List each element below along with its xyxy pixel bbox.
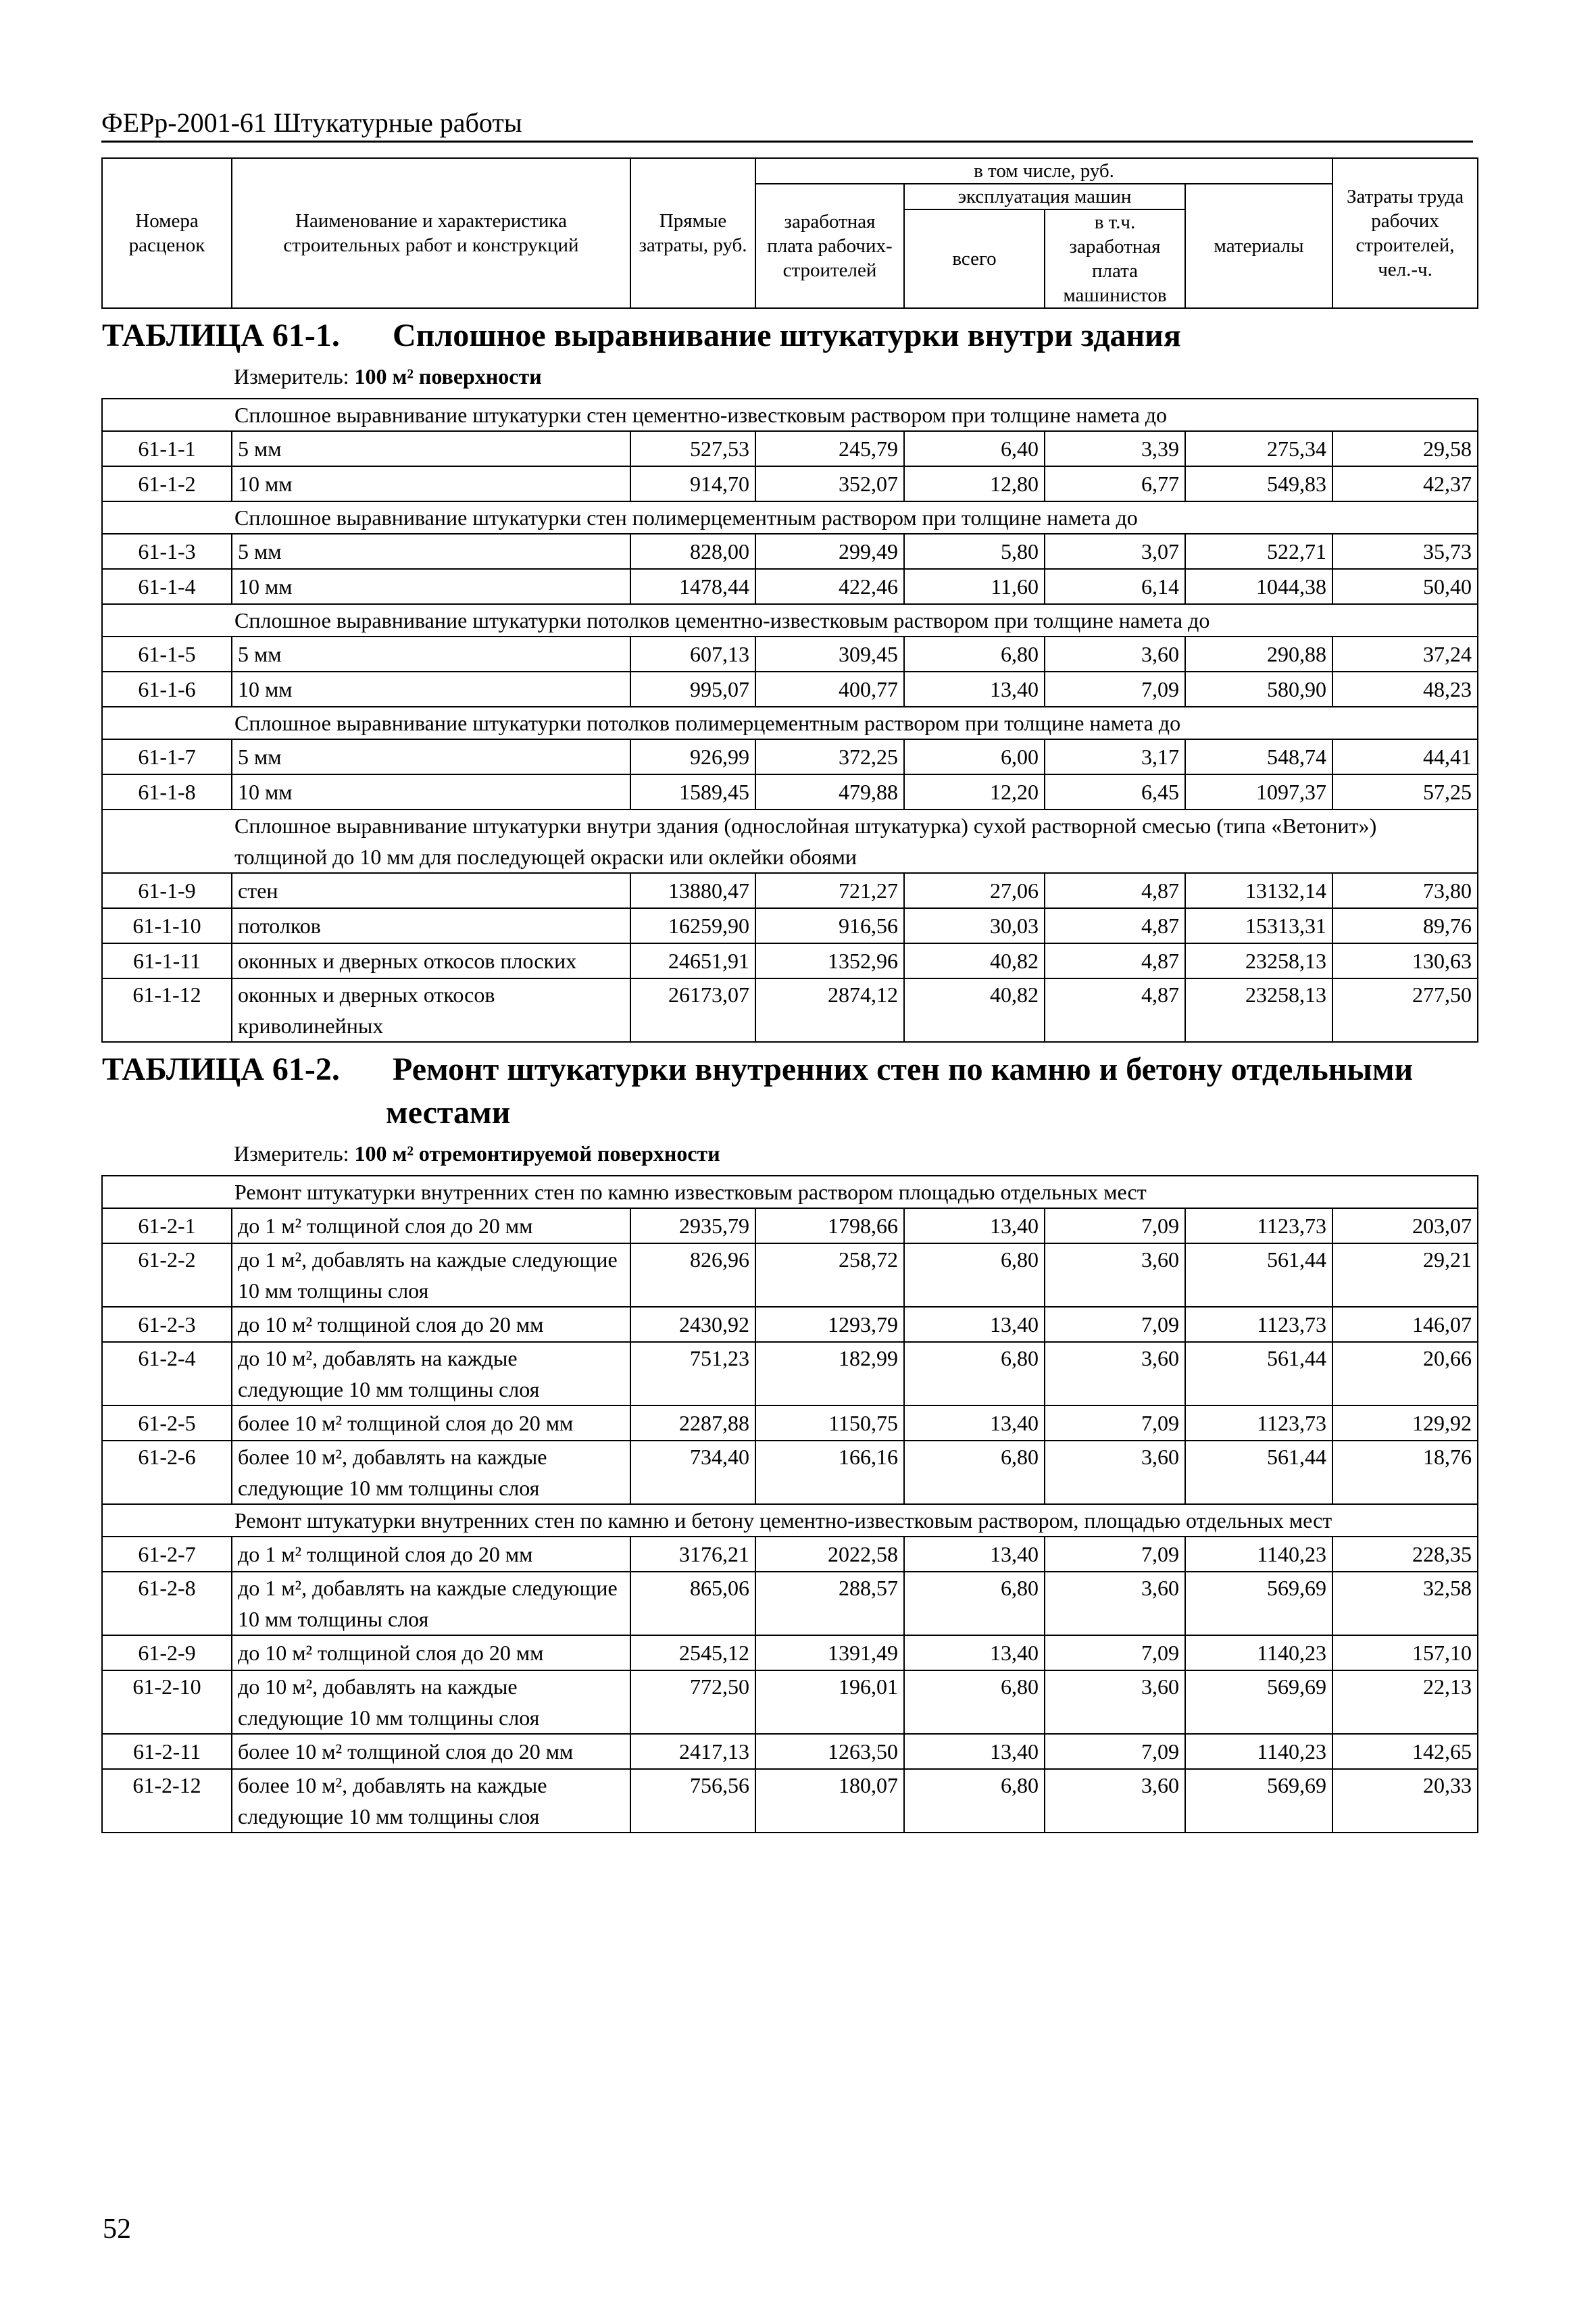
cell-m-wage: 4,87 bbox=[1045, 873, 1185, 908]
cell-code: 61-1-12 bbox=[102, 978, 232, 1042]
cell-m-total: 6,80 bbox=[904, 1342, 1045, 1405]
cell-code: 61-2-6 bbox=[102, 1441, 232, 1504]
cell-name: до 1 м² толщиной слоя до 20 мм bbox=[232, 1537, 630, 1572]
table-row bbox=[102, 1243, 1478, 1307]
cell-code: 61-1-7 bbox=[102, 739, 232, 774]
cell-labor: 32,58 bbox=[1332, 1572, 1478, 1635]
cell-materials: 1044,38 bbox=[1185, 569, 1332, 604]
cell-direct: 734,40 bbox=[630, 1441, 755, 1504]
cell-name: более 10 м², добавлять на каждые следующие 10 мм толщины слоя bbox=[232, 1441, 630, 1504]
cell-code: 61-2-12 bbox=[102, 1769, 232, 1833]
cell-code: 61-1-5 bbox=[102, 637, 232, 672]
col-code-header: Номера расценок bbox=[102, 158, 232, 308]
table-row bbox=[102, 1635, 1478, 1670]
cell-code: 61-1-3 bbox=[102, 534, 232, 569]
cell-code: 61-2-2 bbox=[102, 1243, 232, 1307]
cell-m-wage: 4,87 bbox=[1045, 978, 1185, 1042]
cell-m-wage: 3,60 bbox=[1045, 1769, 1185, 1833]
cell-code: 61-1-9 bbox=[102, 873, 232, 908]
cell-m-total: 6,80 bbox=[904, 637, 1045, 672]
cell-materials: 561,44 bbox=[1185, 1342, 1332, 1405]
cell-materials: 569,69 bbox=[1185, 1769, 1332, 1833]
cell-materials: 1123,73 bbox=[1185, 1405, 1332, 1441]
group-header-row bbox=[102, 707, 1478, 739]
cell-wage: 352,07 bbox=[755, 466, 904, 501]
cell-code: 61-1-6 bbox=[102, 672, 232, 707]
cell-name: 10 мм bbox=[232, 466, 630, 501]
cell-materials: 15313,31 bbox=[1185, 908, 1332, 943]
table-row bbox=[102, 739, 1478, 774]
cell-m-wage: 3,60 bbox=[1045, 1342, 1185, 1405]
table-61-1-label: ТАБЛИЦА 61-1. bbox=[102, 318, 340, 353]
cell-name: 5 мм bbox=[232, 739, 630, 774]
cell-direct: 527,53 bbox=[630, 431, 755, 466]
cell-direct: 865,06 bbox=[630, 1572, 755, 1635]
group-header-row bbox=[102, 501, 1478, 534]
cell-code: 61-2-5 bbox=[102, 1405, 232, 1441]
table-row bbox=[102, 1405, 1478, 1441]
cell-code: 61-1-1 bbox=[102, 431, 232, 466]
cell-direct: 26173,07 bbox=[630, 978, 755, 1042]
cell-labor: 203,07 bbox=[1332, 1208, 1478, 1243]
cell-name: 10 мм bbox=[232, 774, 630, 810]
group-title: Ремонт штукатурки внутренних стен по камню и бетону цементно-известковым раствором, площадью отдельных мест bbox=[102, 1504, 1478, 1537]
cell-labor: 48,23 bbox=[1332, 672, 1478, 707]
cell-labor: 44,41 bbox=[1332, 739, 1478, 774]
table-row bbox=[102, 534, 1478, 569]
cell-direct: 13880,47 bbox=[630, 873, 755, 908]
cell-m-wage: 6,14 bbox=[1045, 569, 1185, 604]
table-row bbox=[102, 1572, 1478, 1635]
cell-labor: 29,21 bbox=[1332, 1243, 1478, 1307]
page-number: 52 bbox=[103, 2214, 131, 2245]
cell-name: 5 мм bbox=[232, 534, 630, 569]
cell-labor: 57,25 bbox=[1332, 774, 1478, 810]
cell-code: 61-2-8 bbox=[102, 1572, 232, 1635]
cell-labor: 50,40 bbox=[1332, 569, 1478, 604]
cell-materials: 1123,73 bbox=[1185, 1307, 1332, 1342]
cell-wage: 1391,49 bbox=[755, 1635, 904, 1670]
table-row bbox=[102, 1342, 1478, 1405]
cell-name: стен bbox=[232, 873, 630, 908]
cell-name: до 1 м², добавлять на каждые следующие 10 мм толщины слоя bbox=[232, 1572, 630, 1635]
cell-wage: 400,77 bbox=[755, 672, 904, 707]
cell-wage: 479,88 bbox=[755, 774, 904, 810]
cell-materials: 23258,13 bbox=[1185, 943, 1332, 978]
cell-name: оконных и дверных откосов плоских bbox=[232, 943, 630, 978]
cell-name: до 10 м² толщиной слоя до 20 мм bbox=[232, 1307, 630, 1342]
cell-m-total: 6,80 bbox=[904, 1670, 1045, 1734]
cell-m-wage: 7,09 bbox=[1045, 1405, 1185, 1441]
col-name-header: Наименование и характеристика строительных работ и конструкций bbox=[232, 158, 630, 308]
cell-code: 61-2-7 bbox=[102, 1537, 232, 1572]
cell-m-total: 6,80 bbox=[904, 1572, 1045, 1635]
cell-m-wage: 6,77 bbox=[1045, 466, 1185, 501]
cell-m-wage: 3,39 bbox=[1045, 431, 1185, 466]
cell-labor: 20,33 bbox=[1332, 1769, 1478, 1833]
cell-m-total: 13,40 bbox=[904, 672, 1045, 707]
table-row bbox=[102, 873, 1478, 908]
cell-code: 61-2-9 bbox=[102, 1635, 232, 1670]
table-header bbox=[102, 158, 1478, 308]
cell-name: 10 мм bbox=[232, 672, 630, 707]
table-row bbox=[102, 908, 1478, 943]
table-row bbox=[102, 1769, 1478, 1833]
table-61-2-measure-prefix: Измеритель: bbox=[234, 1141, 349, 1166]
cell-code: 61-1-8 bbox=[102, 774, 232, 810]
cell-materials: 561,44 bbox=[1185, 1441, 1332, 1504]
cell-wage: 258,72 bbox=[755, 1243, 904, 1307]
cell-m-total: 6,80 bbox=[904, 1769, 1045, 1833]
cell-m-total: 40,82 bbox=[904, 978, 1045, 1042]
cell-labor: 146,07 bbox=[1332, 1307, 1478, 1342]
cell-m-wage: 3,17 bbox=[1045, 739, 1185, 774]
cell-name: более 10 м² толщиной слоя до 20 мм bbox=[232, 1734, 630, 1769]
cell-materials: 1123,73 bbox=[1185, 1208, 1332, 1243]
cell-materials: 580,90 bbox=[1185, 672, 1332, 707]
page-header-title: ФЕРр-2001-61 Штукатурные работы bbox=[101, 107, 522, 138]
table-row bbox=[102, 1734, 1478, 1769]
cell-direct: 995,07 bbox=[630, 672, 755, 707]
cell-materials: 13132,14 bbox=[1185, 873, 1332, 908]
cell-m-total: 6,80 bbox=[904, 1441, 1045, 1504]
cell-materials: 1140,23 bbox=[1185, 1537, 1332, 1572]
cell-labor: 142,65 bbox=[1332, 1734, 1478, 1769]
cell-wage: 422,46 bbox=[755, 569, 904, 604]
cell-labor: 37,24 bbox=[1332, 637, 1478, 672]
cell-labor: 129,92 bbox=[1332, 1405, 1478, 1441]
cell-wage: 299,49 bbox=[755, 534, 904, 569]
cell-m-wage: 3,60 bbox=[1045, 1243, 1185, 1307]
cell-labor: 89,76 bbox=[1332, 908, 1478, 943]
group-header-row bbox=[102, 1504, 1478, 1537]
table-row bbox=[102, 672, 1478, 707]
cell-materials: 569,69 bbox=[1185, 1572, 1332, 1635]
col-materials-header: материалы bbox=[1185, 184, 1332, 308]
cell-name: потолков bbox=[232, 908, 630, 943]
table-row bbox=[102, 466, 1478, 501]
table-61-1-title: Сплошное выравнивание штукатурки внутри здания bbox=[393, 318, 1181, 353]
cell-direct: 2287,88 bbox=[630, 1405, 755, 1441]
cell-m-total: 13,40 bbox=[904, 1405, 1045, 1441]
group-title: Сплошное выравнивание штукатурки потолков полимерцементным раствором при толщине намета до bbox=[102, 707, 1478, 739]
cell-materials: 1097,37 bbox=[1185, 774, 1332, 810]
cell-labor: 277,50 bbox=[1332, 978, 1478, 1042]
cell-materials: 549,83 bbox=[1185, 466, 1332, 501]
cell-labor: 157,10 bbox=[1332, 1635, 1478, 1670]
cell-name: до 1 м² толщиной слоя до 20 мм bbox=[232, 1208, 630, 1243]
cell-m-total: 6,00 bbox=[904, 739, 1045, 774]
cell-name: более 10 м², добавлять на каждые следующие 10 мм толщины слоя bbox=[232, 1769, 630, 1833]
cell-code: 61-2-1 bbox=[102, 1208, 232, 1243]
cell-m-wage: 6,45 bbox=[1045, 774, 1185, 810]
cell-m-wage: 7,09 bbox=[1045, 1307, 1185, 1342]
table-row bbox=[102, 637, 1478, 672]
cell-m-wage: 7,09 bbox=[1045, 1537, 1185, 1572]
cell-m-wage: 4,87 bbox=[1045, 943, 1185, 978]
cell-code: 61-2-11 bbox=[102, 1734, 232, 1769]
cell-wage: 1798,66 bbox=[755, 1208, 904, 1243]
cell-code: 61-2-3 bbox=[102, 1307, 232, 1342]
cell-wage: 1150,75 bbox=[755, 1405, 904, 1441]
cell-wage: 916,56 bbox=[755, 908, 904, 943]
cell-direct: 16259,90 bbox=[630, 908, 755, 943]
cell-direct: 826,96 bbox=[630, 1243, 755, 1307]
cell-name: 5 мм bbox=[232, 637, 630, 672]
cell-wage: 180,07 bbox=[755, 1769, 904, 1833]
cell-direct: 926,99 bbox=[630, 739, 755, 774]
cell-name: до 10 м² толщиной слоя до 20 мм bbox=[232, 1635, 630, 1670]
cell-m-wage: 4,87 bbox=[1045, 908, 1185, 943]
cell-wage: 372,25 bbox=[755, 739, 904, 774]
table-row bbox=[102, 431, 1478, 466]
table-row bbox=[102, 1307, 1478, 1342]
table-row bbox=[102, 569, 1478, 604]
cell-labor: 18,76 bbox=[1332, 1441, 1478, 1504]
cell-name: до 1 м², добавлять на каждые следующие 10 мм толщины слоя bbox=[232, 1243, 630, 1307]
cell-direct: 2417,13 bbox=[630, 1734, 755, 1769]
group-title: Сплошное выравнивание штукатурки внутри здания (однослойная штукатурка) сухой растворной смесью (типа «Ветонит») толщиной до 10 мм для последующей окраски или оклейки обоями bbox=[102, 810, 1478, 873]
group-title: Ремонт штукатурки внутренних стен по камню известковым раствором площадью отдельных мест bbox=[102, 1176, 1478, 1208]
cell-wage: 288,57 bbox=[755, 1572, 904, 1635]
cell-m-wage: 7,09 bbox=[1045, 1208, 1185, 1243]
cell-name: до 10 м², добавлять на каждые следующие 10 мм толщины слоя bbox=[232, 1670, 630, 1734]
cell-m-total: 27,06 bbox=[904, 873, 1045, 908]
cell-labor: 130,63 bbox=[1332, 943, 1478, 978]
cell-m-wage: 3,60 bbox=[1045, 1572, 1185, 1635]
cell-m-total: 13,40 bbox=[904, 1537, 1045, 1572]
cell-materials: 522,71 bbox=[1185, 534, 1332, 569]
col-machines-header: эксплуатация машин bbox=[904, 184, 1185, 209]
col-direct-header: Прямые затраты, руб. bbox=[630, 158, 755, 308]
cell-m-wage: 7,09 bbox=[1045, 672, 1185, 707]
cell-wage: 182,99 bbox=[755, 1342, 904, 1405]
table-row bbox=[102, 978, 1478, 1042]
cell-direct: 1478,44 bbox=[630, 569, 755, 604]
table-61-1-title-cell bbox=[102, 308, 1478, 399]
cell-code: 61-1-4 bbox=[102, 569, 232, 604]
table-row bbox=[102, 1537, 1478, 1572]
cell-name: оконных и дверных откосов криволинейных bbox=[232, 978, 630, 1042]
cell-direct: 772,50 bbox=[630, 1670, 755, 1734]
col-wage-header: заработная плата рабочих-строителей bbox=[755, 184, 904, 308]
group-header-row bbox=[102, 1176, 1478, 1208]
cell-materials: 23258,13 bbox=[1185, 978, 1332, 1042]
cell-name: более 10 м² толщиной слоя до 20 мм bbox=[232, 1405, 630, 1441]
cell-m-wage: 3,60 bbox=[1045, 637, 1185, 672]
cell-m-total: 13,40 bbox=[904, 1635, 1045, 1670]
group-title: Сплошное выравнивание штукатурки стен полимерцементным раствором при толщине намета до bbox=[102, 501, 1478, 534]
table-61-2-body bbox=[102, 1042, 1478, 1833]
table-61-1-body bbox=[102, 308, 1478, 1042]
cell-m-wage: 3,07 bbox=[1045, 534, 1185, 569]
cell-m-wage: 3,60 bbox=[1045, 1441, 1185, 1504]
cell-wage: 196,01 bbox=[755, 1670, 904, 1734]
group-header-row bbox=[102, 604, 1478, 637]
col-incl-header: в том числе, руб. bbox=[755, 158, 1332, 184]
cell-direct: 751,23 bbox=[630, 1342, 755, 1405]
cell-direct: 1589,45 bbox=[630, 774, 755, 810]
cell-wage: 721,27 bbox=[755, 873, 904, 908]
cell-code: 61-2-4 bbox=[102, 1342, 232, 1405]
cell-wage: 2022,58 bbox=[755, 1537, 904, 1572]
col-machines-total-header: всего bbox=[904, 209, 1045, 308]
cell-name: 10 мм bbox=[232, 569, 630, 604]
cell-wage: 1263,50 bbox=[755, 1734, 904, 1769]
cell-wage: 1293,79 bbox=[755, 1307, 904, 1342]
table-61-2-label: ТАБЛИЦА 61-2. bbox=[102, 1051, 340, 1087]
cell-materials: 1140,23 bbox=[1185, 1734, 1332, 1769]
cell-wage: 166,16 bbox=[755, 1441, 904, 1504]
table-row bbox=[102, 1670, 1478, 1734]
cell-m-total: 40,82 bbox=[904, 943, 1045, 978]
cell-m-total: 11,60 bbox=[904, 569, 1045, 604]
cell-m-total: 5,80 bbox=[904, 534, 1045, 569]
header-rule bbox=[101, 141, 1473, 143]
table-row bbox=[102, 774, 1478, 810]
cell-wage: 245,79 bbox=[755, 431, 904, 466]
cell-labor: 29,58 bbox=[1332, 431, 1478, 466]
group-title: Сплошное выравнивание штукатурки потолков цементно-известковым раствором при толщине намета до bbox=[102, 604, 1478, 637]
cell-wage: 309,45 bbox=[755, 637, 904, 672]
group-header-row bbox=[102, 810, 1478, 873]
col-machines-wage-header: в т.ч. заработная плата машинистов bbox=[1045, 209, 1185, 308]
cell-direct: 3176,21 bbox=[630, 1537, 755, 1572]
table-row bbox=[102, 943, 1478, 978]
cell-m-total: 13,40 bbox=[904, 1208, 1045, 1243]
cell-materials: 548,74 bbox=[1185, 739, 1332, 774]
cell-direct: 607,13 bbox=[630, 637, 755, 672]
cell-labor: 228,35 bbox=[1332, 1537, 1478, 1572]
cell-direct: 828,00 bbox=[630, 534, 755, 569]
cell-labor: 20,66 bbox=[1332, 1342, 1478, 1405]
table-61-1-measure-prefix: Измеритель: bbox=[234, 364, 349, 389]
group-title: Сплошное выравнивание штукатурки стен цементно-известковым раствором при толщине намета до bbox=[102, 399, 1478, 431]
cell-code: 61-1-11 bbox=[102, 943, 232, 978]
cell-direct: 2545,12 bbox=[630, 1635, 755, 1670]
cell-materials: 561,44 bbox=[1185, 1243, 1332, 1307]
cell-m-total: 30,03 bbox=[904, 908, 1045, 943]
cell-m-total: 13,40 bbox=[904, 1734, 1045, 1769]
cell-m-wage: 7,09 bbox=[1045, 1635, 1185, 1670]
price-table bbox=[101, 157, 1478, 1833]
table-61-2-measure-value: 100 м² отремонтируемой поверхности bbox=[354, 1141, 720, 1166]
table-61-2-title-cell bbox=[102, 1042, 1478, 1176]
cell-code: 61-1-10 bbox=[102, 908, 232, 943]
cell-wage: 1352,96 bbox=[755, 943, 904, 978]
table-61-2-title-line1: Ремонт штукатурки внутренних стен по камню и бетону отдельными bbox=[393, 1051, 1414, 1087]
cell-code: 61-2-10 bbox=[102, 1670, 232, 1734]
cell-m-wage: 7,09 bbox=[1045, 1734, 1185, 1769]
cell-labor: 35,73 bbox=[1332, 534, 1478, 569]
cell-materials: 569,69 bbox=[1185, 1670, 1332, 1734]
cell-m-total: 6,80 bbox=[904, 1243, 1045, 1307]
cell-name: 5 мм bbox=[232, 431, 630, 466]
cell-direct: 2430,92 bbox=[630, 1307, 755, 1342]
cell-direct: 2935,79 bbox=[630, 1208, 755, 1243]
cell-labor: 22,13 bbox=[1332, 1670, 1478, 1734]
group-header-row bbox=[102, 399, 1478, 431]
cell-name: до 10 м², добавлять на каждые следующие 10 мм толщины слоя bbox=[232, 1342, 630, 1405]
cell-direct: 756,56 bbox=[630, 1769, 755, 1833]
cell-wage: 2874,12 bbox=[755, 978, 904, 1042]
cell-m-wage: 3,60 bbox=[1045, 1670, 1185, 1734]
cell-labor: 73,80 bbox=[1332, 873, 1478, 908]
cell-m-total: 6,40 bbox=[904, 431, 1045, 466]
table-61-2-title-line2: местами bbox=[386, 1095, 511, 1130]
cell-m-total: 13,40 bbox=[904, 1307, 1045, 1342]
cell-code: 61-1-2 bbox=[102, 466, 232, 501]
cell-materials: 1140,23 bbox=[1185, 1635, 1332, 1670]
cell-materials: 290,88 bbox=[1185, 637, 1332, 672]
cell-direct: 914,70 bbox=[630, 466, 755, 501]
cell-materials: 275,34 bbox=[1185, 431, 1332, 466]
table-row bbox=[102, 1441, 1478, 1504]
cell-m-total: 12,20 bbox=[904, 774, 1045, 810]
cell-m-total: 12,80 bbox=[904, 466, 1045, 501]
table-61-1-measure-value: 100 м² поверхности bbox=[354, 364, 542, 389]
cell-direct: 24651,91 bbox=[630, 943, 755, 978]
table-row bbox=[102, 1208, 1478, 1243]
col-labor-header: Затраты труда рабочих строителей, чел.-ч. bbox=[1332, 158, 1478, 308]
cell-labor: 42,37 bbox=[1332, 466, 1478, 501]
